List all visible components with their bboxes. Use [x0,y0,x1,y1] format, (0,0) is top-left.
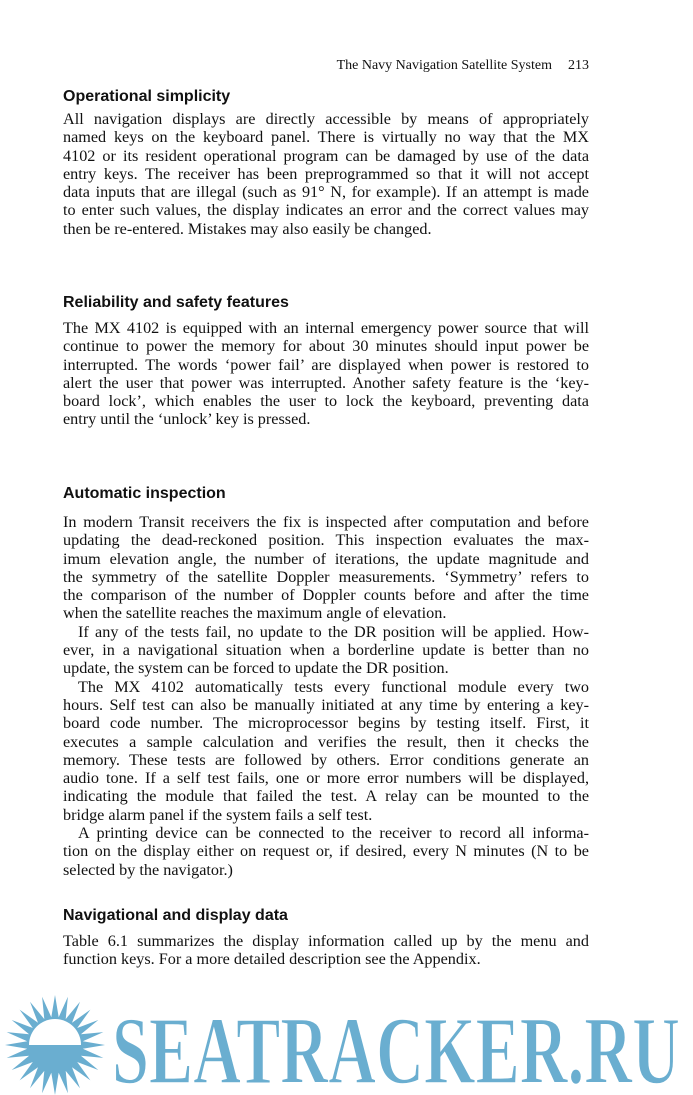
text-line: selected by the navigator.) [63,860,233,879]
text-line: then be re-entered. Mistakes may also easily be changed. [63,219,432,238]
running-header [63,58,589,74]
text-line: Table 6.1 summarizes the display information called up by the menu and [63,932,589,950]
text-line: board code number. The microprocessor begins by testing itself. First, it [63,714,589,733]
paragraph [63,824,589,879]
sun-icon [5,995,105,1095]
paragraph [63,110,589,238]
text-line: the comparison of the number of Doppler counts before and after the time [63,586,589,605]
section-body [63,110,589,238]
text-line: tion on the display either on request or, if desired, every N minutes (N to be [63,842,589,861]
text-line: to enter such values, the display indicates an error and the correct values may [63,201,589,220]
text-line: executes a sample calculation and verifies the result, then it checks the [63,732,589,751]
text-line: bridge alarm panel if the system fails a self test. [63,805,373,824]
paragraph [63,319,589,429]
text-line: alert the user that power was interrupted. Another safety feature is the ‘key- [63,373,589,392]
section-heading: Navigational and display data [63,907,288,924]
text-line: continue to power the memory for about 30 minutes should input power be [63,337,589,356]
text-line: The MX 4102 is equipped with an internal emergency power source that will [63,319,589,337]
text-line: memory. These tests are followed by others. Error conditions generate an [63,750,589,769]
text-line: entry until the ‘unlock’ key is pressed. [63,410,311,429]
text-line: when the satellite reaches the maximum angle of elevation. [63,604,447,623]
paragraph [63,623,589,678]
paragraph [63,932,589,969]
text-line: hours. Self test can also be manually initiated at any time by entering a key- [63,695,589,714]
text-line: updating the dead-reckoned position. This inspection evaluates the max- [63,531,589,550]
text-line: board lock’, which enables the user to lock the keyboard, preventing data [63,392,589,411]
running-title: The Navy Navigation Satellite System [336,58,552,73]
watermark-text: SEATRACKER.RU [112,997,680,1095]
section-body [63,319,589,429]
section-body [63,932,589,969]
paragraph [63,678,589,824]
section-heading: Automatic inspection [63,485,226,502]
text-line: audio tone. If a self test fails, one or more error numbers will be displayed, [63,769,589,788]
paragraph [63,513,589,623]
text-line: In modern Transit receivers the fix is inspected after computation and before [63,513,589,531]
text-line: indicating the module that failed the test. A relay can be mounted to the [63,787,589,806]
section-heading: Operational simplicity [63,88,231,105]
page-number: 213 [568,58,589,73]
text-line: function keys. For a more detailed description see the Appendix. [63,950,481,969]
text-line: If any of the tests fail, no update to the DR position will be applied. How- [78,622,589,641]
seatracker-watermark-logo [0,990,693,1095]
text-line: imum elevation angle, the number of iterations, the update magnitude and [63,549,589,568]
section-body [63,513,589,879]
section-heading: Reliability and safety features [63,294,289,311]
text-line: named keys on the keyboard panel. There is virtually no way that the MX [63,128,589,147]
text-line: interrupted. The words ‘power fail’ are displayed when power is restored to [63,355,589,374]
text-line: ever, in a navigational situation when a borderline update is better than no [63,641,589,660]
text-line: entry keys. The receiver has been preprogrammed so that it will not accept [63,164,589,183]
text-line: data inputs that are illegal (such as 91° N, for example). If an attempt is made [63,183,589,202]
text-line: The MX 4102 automatically tests every functional module every two [78,677,589,696]
text-line: 4102 or its resident operational program can be damaged by use of the data [63,146,589,165]
text-line: the symmetry of the satellite Doppler measurements. ‘Symmetry’ refers to [63,567,589,586]
text-line: A printing device can be connected to the receiver to record all informa- [78,824,589,843]
text-line: All navigation displays are directly accessible by means of appropriately [63,110,589,128]
text-line: update, the system can be forced to update the DR position. [63,659,449,678]
